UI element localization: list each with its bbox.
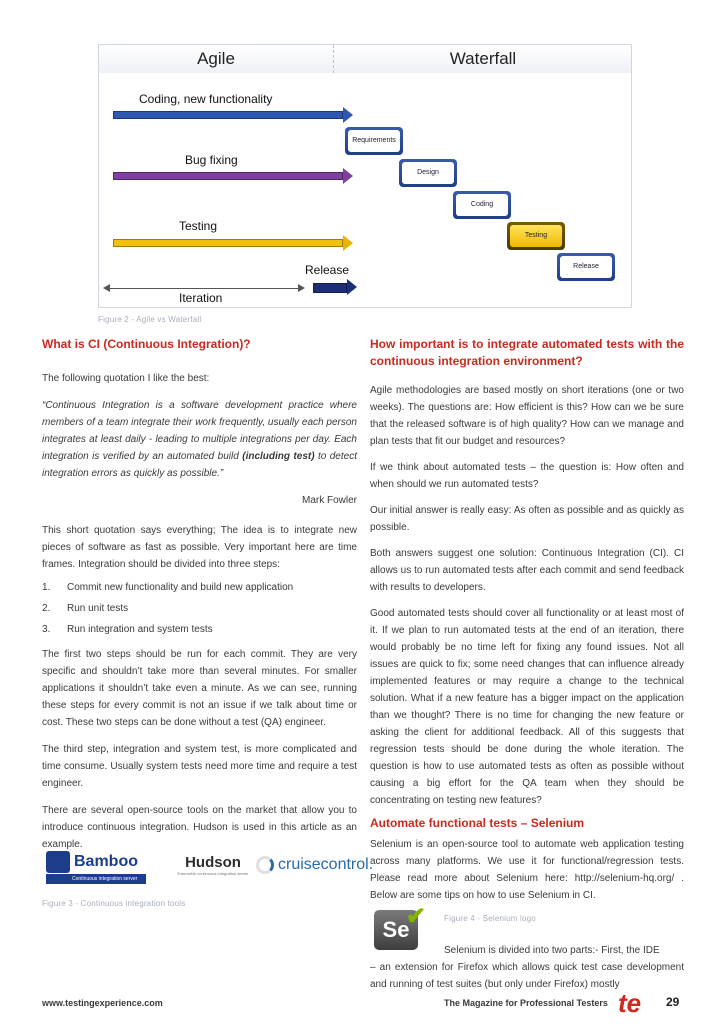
fowler-quote: “Continuous Integration is a software development practice where members of a team integrate their work frequently, usually each person integrates at least daily - leading to multiple integrations per day. Each integration is verified by an automated build (including test) to detect integration errors as quickly as possible.”	[42, 400, 357, 479]
selenium-logo: Se ✔	[374, 902, 426, 952]
selenium-parts-line: Selenium is divided into two parts:- First, the IDE	[444, 945, 660, 956]
bug-fixing-arrow	[113, 172, 353, 180]
paragraph-tools: There are several open-source tools on the market that allow you to introduce continuous integration. Hudson is used in this article as an example.	[42, 805, 357, 850]
te-logo: te	[618, 988, 642, 1018]
waterfall-testing: Testing	[507, 222, 565, 250]
page-number: 29	[666, 995, 680, 1009]
list-item: 2. Run unit tests	[42, 603, 129, 614]
iteration-left-arrowhead	[103, 284, 110, 292]
waterfall-design: Design	[399, 159, 457, 187]
cruisecontrol-logo: cruisecontrol.	[254, 850, 358, 884]
selenium-ide-text: – an extension for Firefox which allows quick test case development and running of test suites (but only under Firefox) mostly	[370, 962, 684, 990]
list-item: 3. Run integration and system tests	[42, 624, 213, 635]
iteration-line	[109, 288, 299, 289]
automated-tests-heading: How important is to integrate automated tests with the continuous integration environment?	[370, 337, 684, 368]
release-label: Release	[305, 263, 350, 277]
coding-arrow	[113, 111, 353, 119]
agile-title: Agile	[99, 45, 333, 73]
waterfall-coding: Coding	[453, 191, 511, 219]
intro-text: The following quotation I like the best:	[42, 373, 210, 384]
paragraph-agile: Agile methodologies are based mostly on short iterations (one or two weeks). The questions are: How efficient is this? How can we be sure that the released software is of high quality? How can we manage and plan tests that fit our budget and resources?	[370, 385, 684, 447]
paragraph-steps-intro: This short quotation says everything; The idea is to integrate new pieces of software as fast as possible. Very important here are time frames. Integration should be divided into three steps:	[42, 525, 357, 570]
iteration-right-arrowhead	[298, 284, 305, 292]
quote-author: Mark Fowler	[301, 495, 357, 506]
list-item: 1. Commit new functionality and build new application	[42, 582, 294, 593]
hudson-logo: Hudson Extensible continuous integration server	[177, 854, 249, 876]
ci-steps-list	[42, 579, 357, 638]
left-column	[42, 336, 357, 853]
selenium-heading: Automate functional tests – Selenium	[370, 816, 585, 830]
paragraph-how-often: If we think about automated tests – the question is: How often and when should we run automated tests?	[370, 462, 684, 490]
checkmark-icon: ✔	[405, 903, 426, 930]
waterfall-title: Waterfall	[333, 45, 632, 73]
iteration-label: Iteration	[179, 291, 223, 305]
ci-heading: What is CI (Continuous Integration)?	[42, 337, 251, 351]
figure-3-caption: Figure 3 - Continuous integration tools	[42, 899, 186, 908]
paragraph-initial-answer: Our initial answer is really easy: As often as possible and as quickly as possible.	[370, 505, 684, 533]
release-arrow	[313, 283, 357, 293]
figure-4-caption: Figure 4 - Selenium logo	[444, 914, 536, 923]
figure-2-caption: Figure 2 - Agile vs Waterfall	[98, 315, 202, 324]
paragraph-good-tests: Good automated tests should cover all functionality or at least most of it. If we plan to run automated tests at the end of an iteration, there would probably be no time left for fixing any found issues. Not all issues are quick to fix; some need changes that can influence already implemented features or may require a change to the technical solution. What if a new feature has a bigger impact on the application than we thought? There is no time for changing the new feature or asking the client for additional feedback. All of this suggests that regression tests should be done during the whole iteration. The question is how to use automated tests as often as possible without causing a big effort for the QA team when they should be concentrating on testing new features?	[370, 608, 684, 806]
bug-fixing-label: Bug fixing	[185, 153, 238, 167]
waterfall-release: Release	[557, 253, 615, 281]
testing-label: Testing	[179, 219, 218, 233]
right-column	[370, 336, 684, 904]
paragraph-ci-solution: Both answers suggest one solution: Continuous Integration (CI). CI allows us to run automated tests after each commit and send feedback with results to developers.	[370, 548, 684, 593]
agile-vs-waterfall-figure	[98, 44, 632, 308]
cruisecontrol-ring-icon	[256, 856, 274, 874]
paragraph-first-steps: The first two steps should be run for each commit. They are very specific and shouldn’t take more than several minutes. For smaller applications it shouldn’t take even a minute. As we can see, running these steps for every commit is not an issue if we talk about time or cost. These two steps can be done without a test (QA) engineer.	[42, 649, 357, 728]
paragraph-third-step: The third step, integration and system test, is more complicated and time consume. Usually system tests need more time and require a test engineer.	[42, 744, 357, 789]
paragraph-selenium: Selenium is an open-source tool to automate web application testing across many platforms. We use it for functional/regression tests. Please read more about Selenium here: http://selenium-hq.org/ . Below are some tips on how to use Selenium in CI.	[370, 839, 684, 901]
testing-arrow	[113, 239, 353, 247]
bamboo-mark-icon	[46, 851, 70, 873]
bamboo-logo: Bamboo Continuous integration server	[46, 849, 146, 887]
waterfall-requirements: Requirements	[345, 127, 403, 155]
footer-url[interactable]: www.testingexperience.com	[42, 998, 163, 1008]
footer-magazine-name: The Magazine for Professional Testers	[444, 998, 608, 1008]
coding-label: Coding, new functionality	[139, 92, 273, 106]
